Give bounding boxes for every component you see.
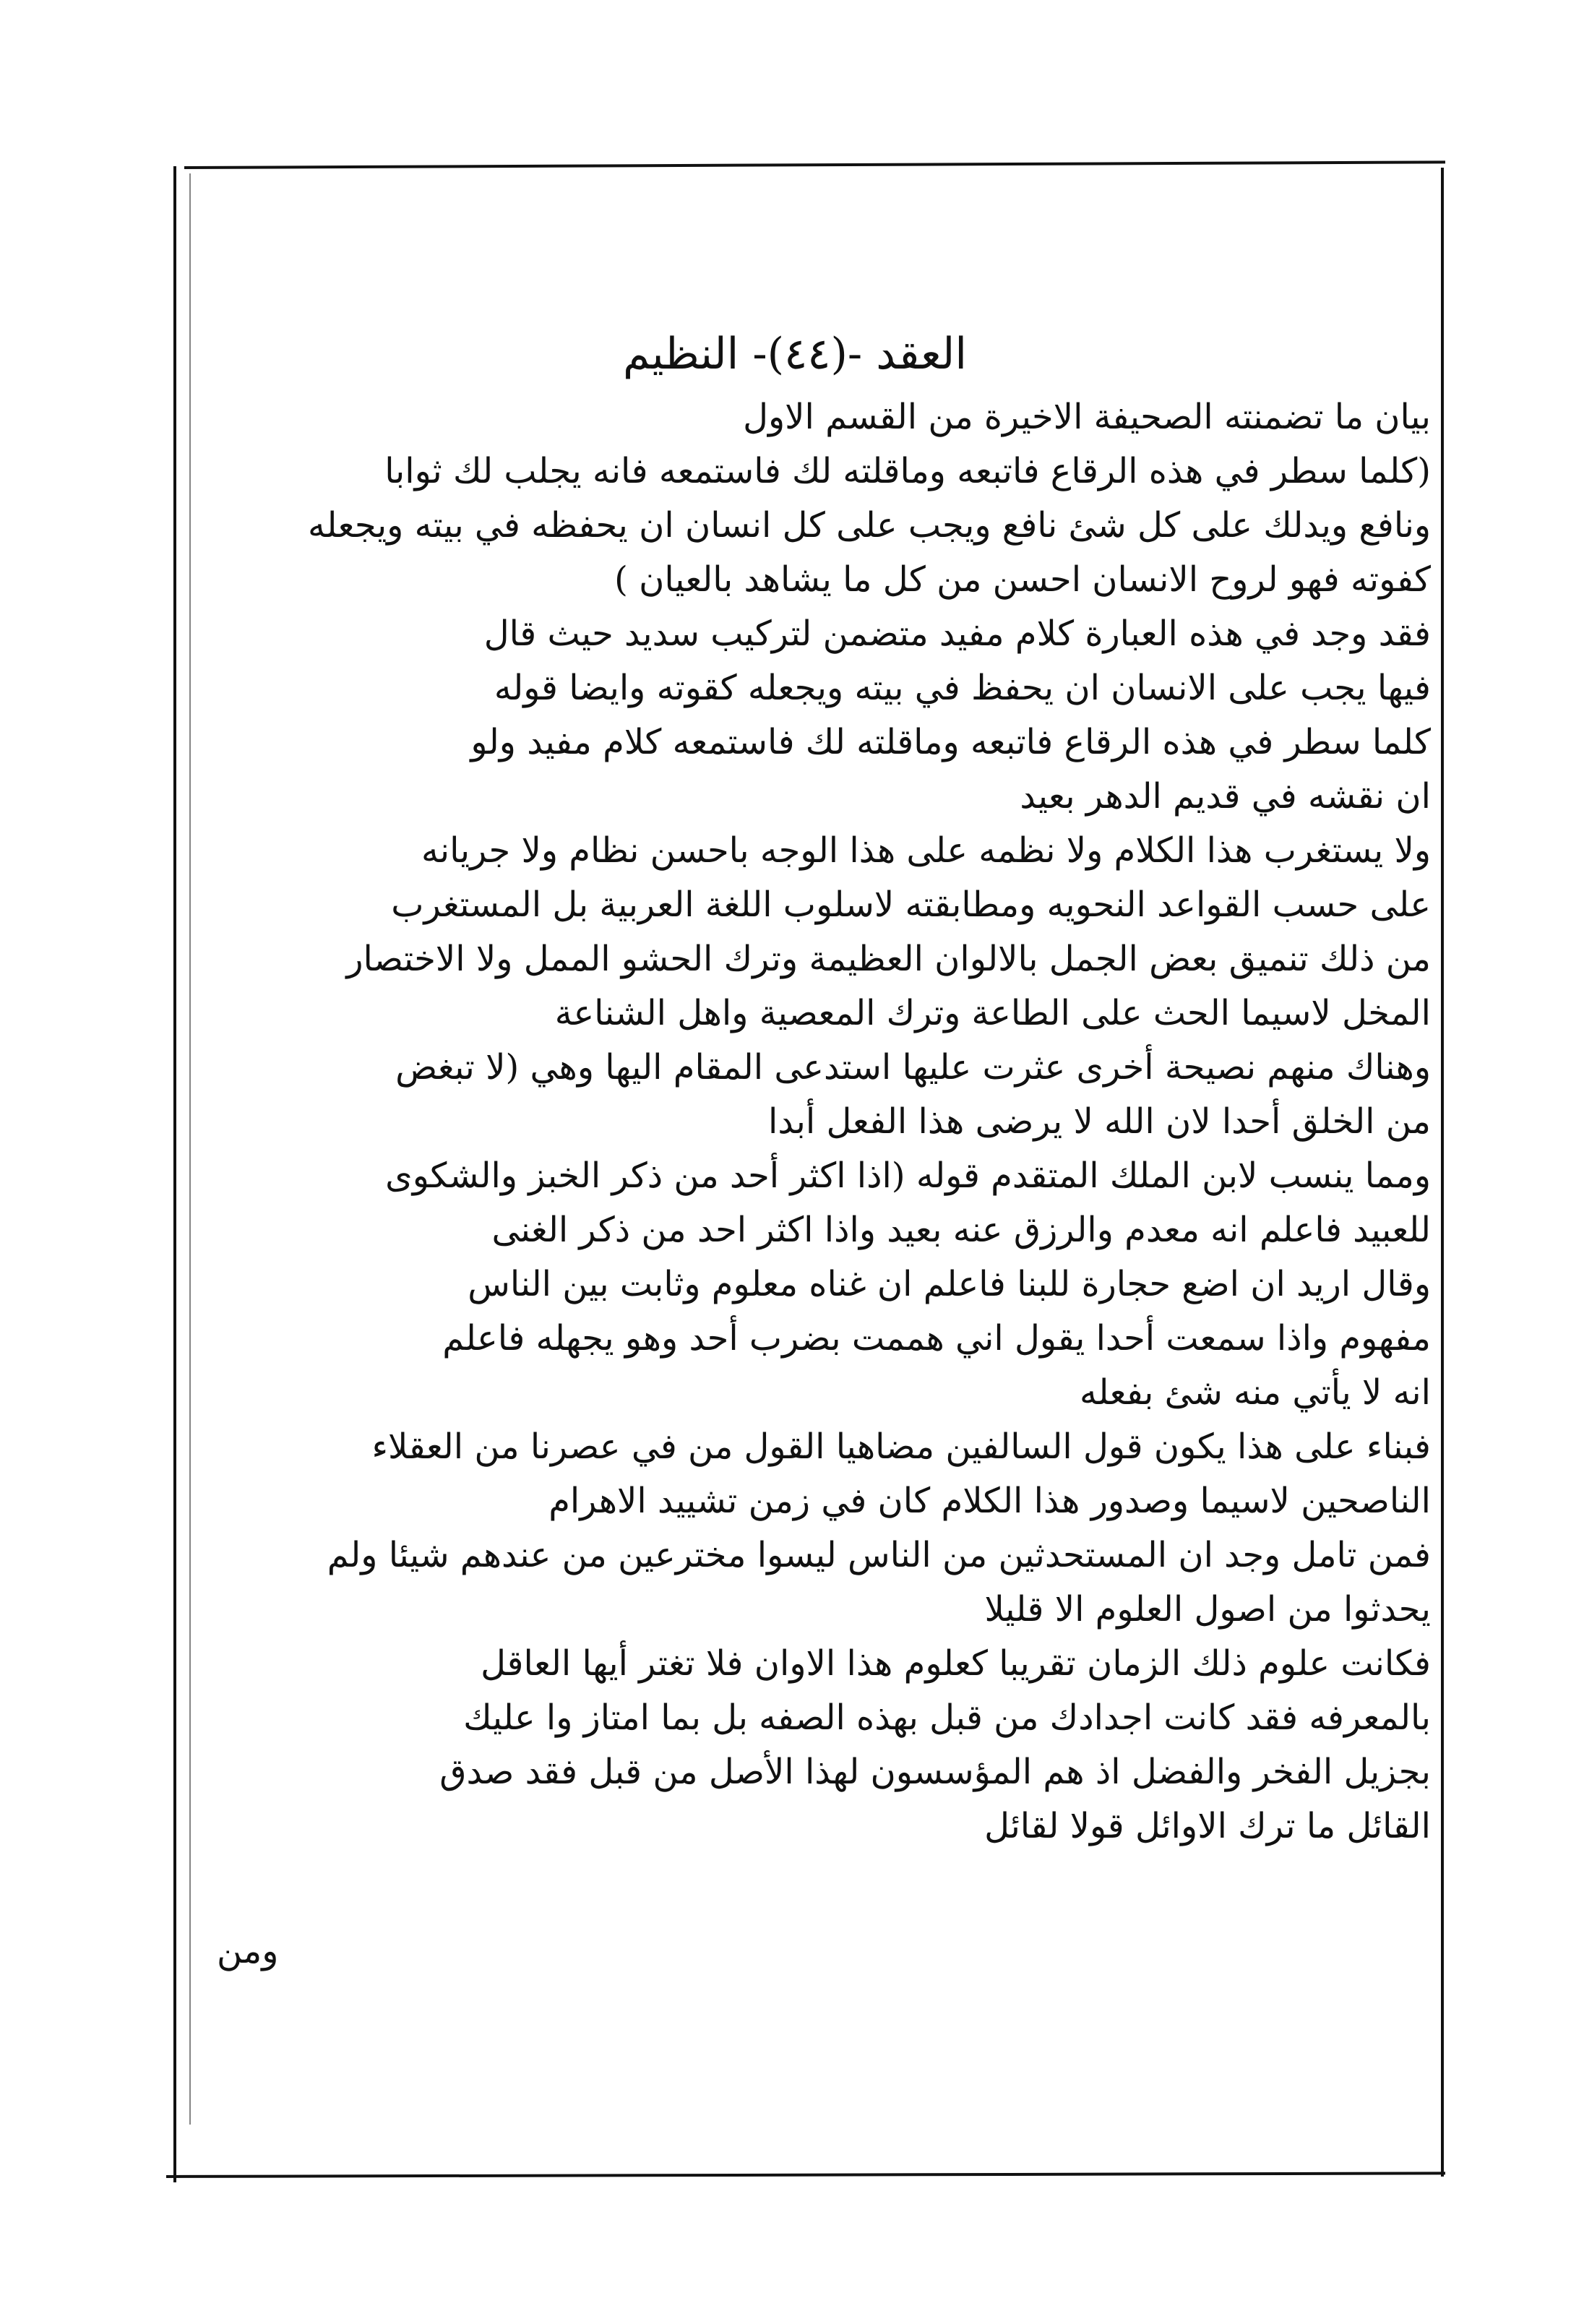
text-line: فكانت علوم ذلك الزمان تقريبا كعلوم هذا الاوان فلا تغتر أيها العاقل	[481, 1643, 1431, 1684]
manuscript-text	[195, 390, 1431, 1854]
text-line: القائل ما ترك الاوائل قولا لقائل	[984, 1806, 1431, 1846]
text-line: ولا يستغرب هذا الكلام ولا نظمه على هذا الوجه باحسن نظام ولا جريانه	[421, 830, 1431, 871]
text-line: من ذلك تنميق بعض الجمل بالالوان العظيمة وترك الحشو الممل ولا الاختصار	[346, 939, 1431, 979]
text-line: انه لا يأتي منه شئ بفعله	[1079, 1372, 1431, 1413]
text-line: فمن تامل وجد ان المستحدثين من الناس ليسوا مخترعين من عندهم شيئا ولم	[327, 1535, 1431, 1575]
text-line: ونافع ويدلك على كل شئ نافع ويجب على كل انسان ان يحفظه في بيته ويجعله	[308, 505, 1431, 546]
text-line: فبناء على هذا يكون قول السالفين مضاهيا القول من في عصرنا من العقلاء	[371, 1426, 1431, 1467]
text-line: يحدثوا من اصول العلوم الا قليلا	[984, 1589, 1431, 1630]
text-line: المخل لاسيما الحث على الطاعة وترك المعصية واهل الشناعة	[554, 993, 1431, 1033]
text-line: ان نقشه في قديم الدهر بعيد	[1020, 776, 1431, 817]
page-frame-top	[184, 160, 1445, 169]
page-frame-bottom	[166, 2172, 1445, 2178]
page-frame-inner-left	[189, 173, 191, 2125]
page-frame-right	[1441, 168, 1444, 2177]
text-line: للعبيد فاعلم انه معدم والرزق عنه بعيد واذا اكثر احد من ذكر الغنى	[491, 1210, 1431, 1250]
text-line: بيان ما تضمنته الصحيفة الاخيرة من القسم الاول	[743, 397, 1431, 437]
text-line: على حسب القواعد النحويه ومطابقته لاسلوب اللغة العربية بل المستغرب	[391, 885, 1431, 925]
text-line: فقد وجد في هذه العبارة كلام مفيد متضمن لتركيب سديد حيث قال	[483, 614, 1431, 654]
text-line: وهناك منهم نصيحة أخرى عثرت عليها استدعى المقام اليها وهي (لا تبغض	[395, 1047, 1431, 1088]
text-line: وقال اريد ان اضع حجارة للبنا فاعلم ان غناه معلوم وثابت بين الناس	[468, 1264, 1431, 1304]
page-heading: العقد -(٤٤)- النظيم	[622, 329, 968, 379]
text-line: مفهوم واذا سمعت أحدا يقول اني هممت بضرب أحد وهو يجهله فاعلم	[442, 1318, 1431, 1359]
text-line: فيها يجب على الانسان ان يحفظ في بيته ويجعله كقوته وايضا قوله	[494, 668, 1431, 708]
catchword: ومن	[217, 1931, 279, 1971]
text-line: الناصحين لاسيما وصدور هذا الكلام كان في زمن تشييد الاهرام	[548, 1481, 1431, 1521]
text-line: من الخلق أحدا لان الله لا يرضى هذا الفعل أبدا	[768, 1101, 1431, 1142]
text-line: ومما ينسب لابن الملك المتقدم قوله (اذا اكثر أحد من ذكر الخبز والشكوى	[385, 1155, 1431, 1196]
page-frame-left	[173, 166, 176, 2182]
text-line: كلما سطر في هذه الرقاع فاتبعه وماقلته لك فاستمعه كلام مفيد ولو	[470, 722, 1431, 762]
text-line: بالمعرفه فقد كانت اجدادك من قبل بهذه الصفه بل بما امتاز وا عليك	[463, 1697, 1431, 1738]
text-line: (كلما سطر في هذه الرقاع فاتبعه وماقلته لك فاستمعه فانه يجلب لك ثوابا	[384, 451, 1431, 491]
text-line: بجزيل الفخر والفضل اذ هم المؤسسون لهذا الأصل من قبل فقد صدق	[439, 1752, 1431, 1792]
text-line: كفوته فهو لروح الانسان احسن من كل ما يشاهد بالعيان )	[614, 559, 1431, 600]
